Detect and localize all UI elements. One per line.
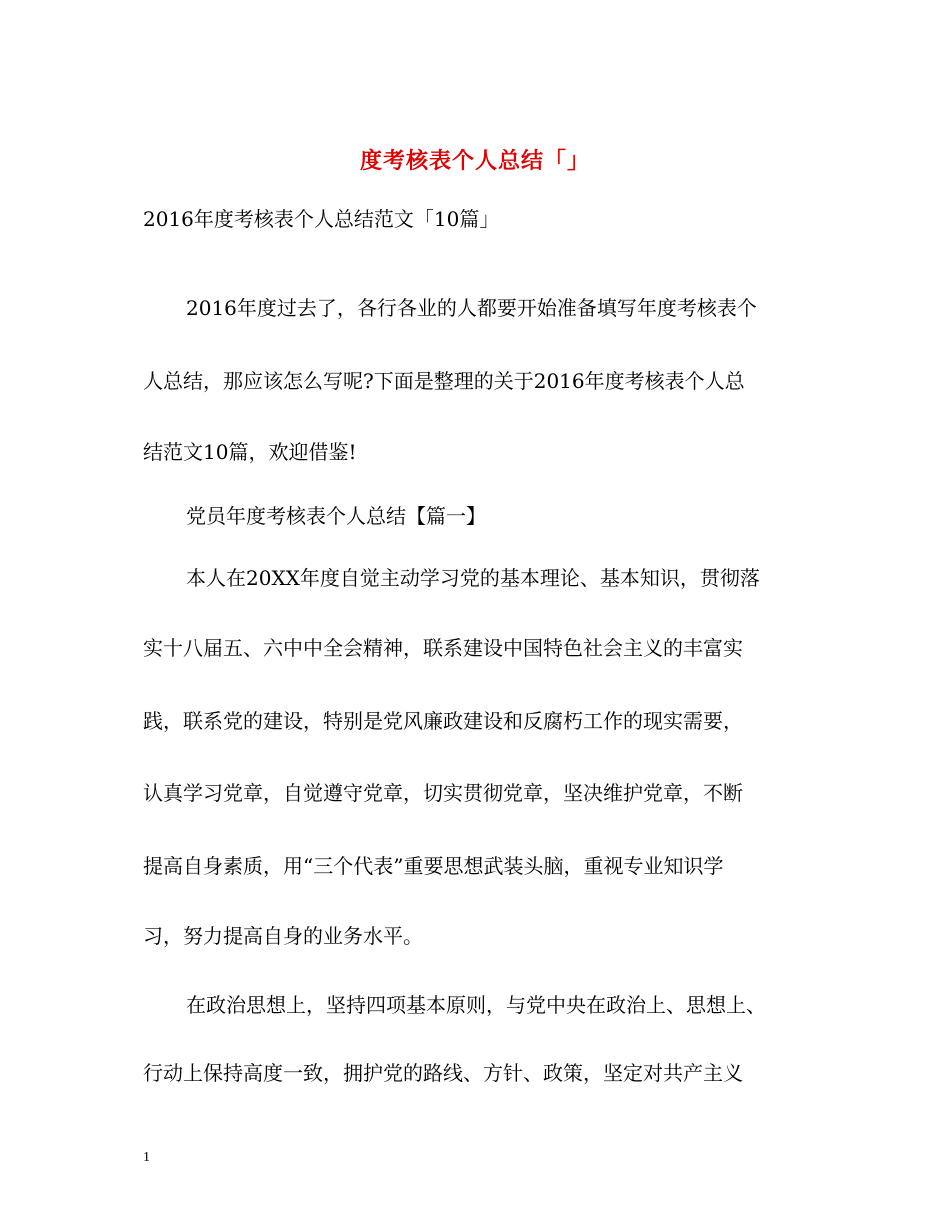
paragraph-line: 在政治思想上，坚持四项基本原则，与党中央在政治上、思想上、 — [186, 993, 766, 1017]
paragraph-line: 习，努力提高自身的业务水平。 — [143, 924, 423, 948]
page-number: 1 — [143, 1150, 150, 1165]
paragraph-line: 本人在20XX年度自觉主动学习党的基本理论、基本知识，贯彻落 — [186, 566, 760, 590]
paragraph-line: 人总结，那应该怎么写呢?下面是整理的关于2016年度考核表个人总 — [143, 369, 745, 393]
paragraph-line: 结范文10篇，欢迎借鉴! — [143, 440, 357, 464]
section-heading: 党员年度考核表个人总结【篇一】 — [186, 504, 486, 528]
paragraph-line: 行动上保持高度一致，拥护党的路线、方针、政策，坚定对共产主义 — [143, 1061, 743, 1085]
paragraph-line: 践，联系党的建设，特别是党风廉政建设和反腐朽工作的现实需要， — [143, 709, 743, 733]
paragraph-line: 实十八届五、六中中全会精神，联系建设中国特色社会主义的丰富实 — [143, 636, 743, 660]
paragraph-line: 2016年度过去了，各行各业的人都要开始准备填写年度考核表个 — [186, 296, 757, 320]
paragraph-line: 提高自身素质，用“三个代表”重要思想武装头脑，重视专业知识学 — [143, 854, 724, 878]
subtitle-line: 2016年度考核表个人总结范文「10篇」 — [143, 207, 500, 231]
paragraph-line: 认真学习党章，自觉遵守党章，切实贯彻党章，坚决维护党章，不断 — [143, 781, 743, 805]
document-title: 度考核表个人总结「」 — [359, 148, 590, 174]
